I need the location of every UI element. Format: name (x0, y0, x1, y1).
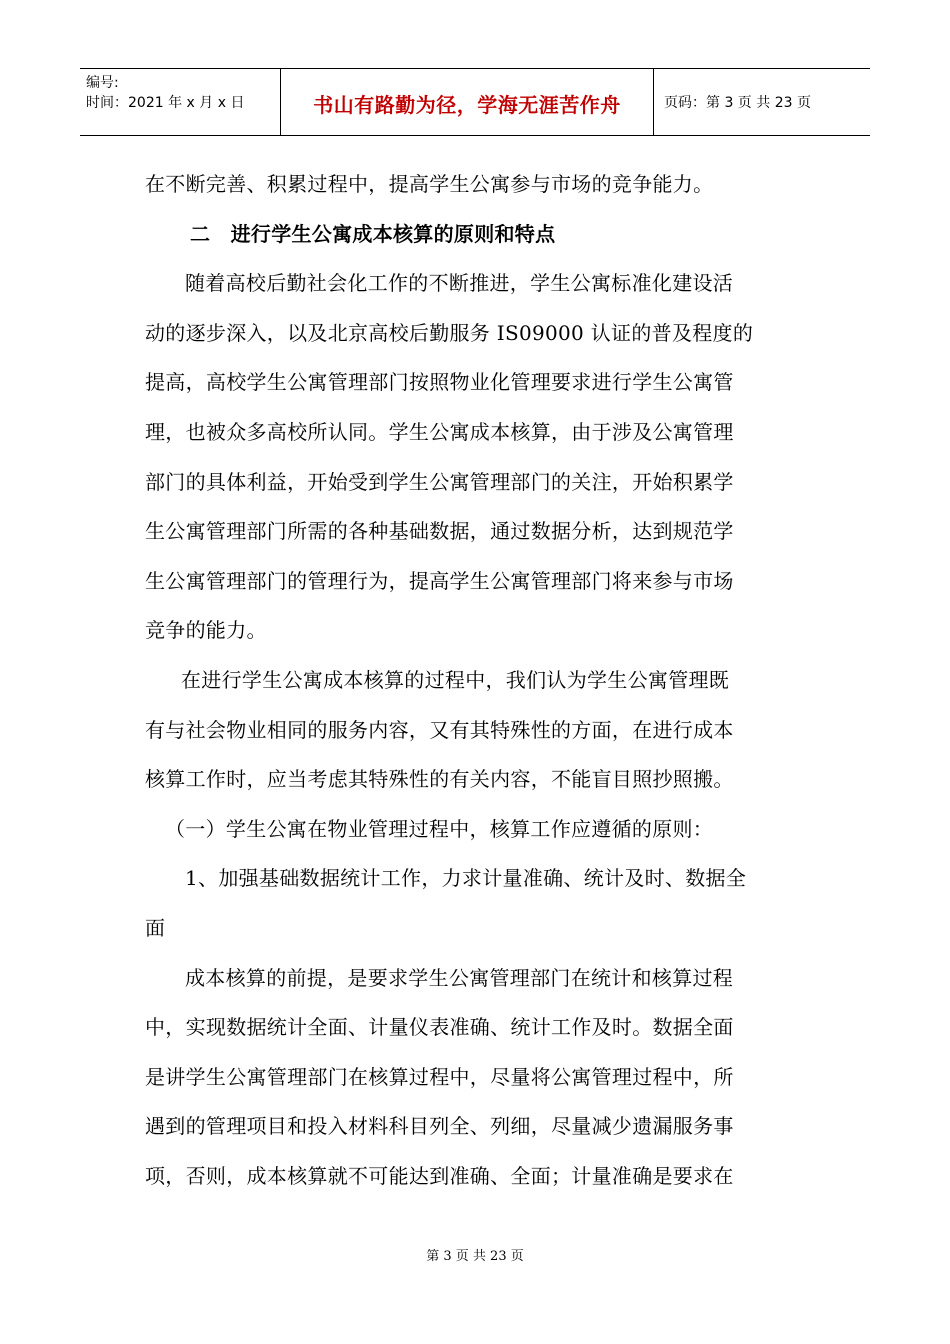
page-footer: 第 3 页 共 23 页 (426, 1249, 524, 1264)
paragraph-line: 项，否则，成本核算就不可能达到准确、全面；计量准确是要求在 (145, 1163, 734, 1188)
paragraph-line: 中，实现数据统计全面、计量仪表准确、统计工作及时。数据全面 (145, 1015, 734, 1040)
document-number-label: 编号: (86, 75, 119, 91)
paragraph-line: 在不断完善、积累过程中，提高学生公寓参与市场的竞争能力。 (145, 172, 714, 196)
header-page-info: 页码：第 3 页 共 23 页 (664, 95, 811, 111)
paragraph-line: 提高，高校学生公寓管理部门按照物业化管理要求进行学生公寓管 (145, 370, 734, 395)
header-motto: 书山有路勤为径，学海无涯苦作舟 (281, 69, 654, 135)
paragraph-line: 有与社会物业相同的服务内容，又有其特殊性的方面，在进行成本 (145, 717, 734, 742)
paragraph-line: 理，也被众多高校所认同。学生公寓成本核算，由于涉及公寓管理 (145, 419, 734, 444)
document-body (145, 160, 807, 1201)
header-table (80, 68, 870, 136)
paragraph-line: 生公寓管理部门的管理行为，提高学生公寓管理部门将来参与市场 (145, 568, 734, 593)
header-meta (80, 69, 281, 135)
paragraph-line: 竞争的能力。 (145, 618, 267, 643)
paragraph-line: 遇到的管理项目和投入材料科目列全、列细，尽量减少遗漏服务事 (145, 1114, 734, 1139)
paragraph-line: 随着高校后勤社会化工作的不断推进，学生公寓标准化建设活 (185, 271, 734, 296)
paragraph-line: 是讲学生公寓管理部门在核算过程中，尽量将公寓管理过程中，所 (145, 1064, 734, 1089)
section-heading: 二 进行学生公寓成本核算的原则和特点 (190, 221, 556, 246)
paragraph-line: 成本核算的前提，是要求学生公寓管理部门在统计和核算过程 (185, 965, 734, 990)
paragraph-line: 部门的具体利益，开始受到学生公寓管理部门的关注，开始积累学 (145, 469, 734, 494)
paragraph-line: 在进行学生公寓成本核算的过程中，我们认为学生公寓管理既 (181, 667, 730, 692)
paragraph-line: 面 (145, 915, 166, 940)
list-item-heading: 1、加强基础数据统计工作，力求计量准确、统计及时、数据全 (185, 866, 747, 891)
document-date-label: 时间：2021 年 x 月 x 日 (86, 95, 245, 111)
subsection-heading: （一）学生公寓在物业管理过程中，核算工作应遵循的原则： (165, 816, 714, 841)
paragraph-line: 动的逐步深入，以及北京高校后勤服务 IS09000 认证的普及程度的 (145, 320, 754, 345)
paragraph-line: 核算工作时，应当考虑其特殊性的有关内容，不能盲目照抄照搬。 (145, 767, 734, 792)
paragraph-line: 生公寓管理部门所需的各种基础数据，通过数据分析，达到规范学 (145, 519, 734, 544)
